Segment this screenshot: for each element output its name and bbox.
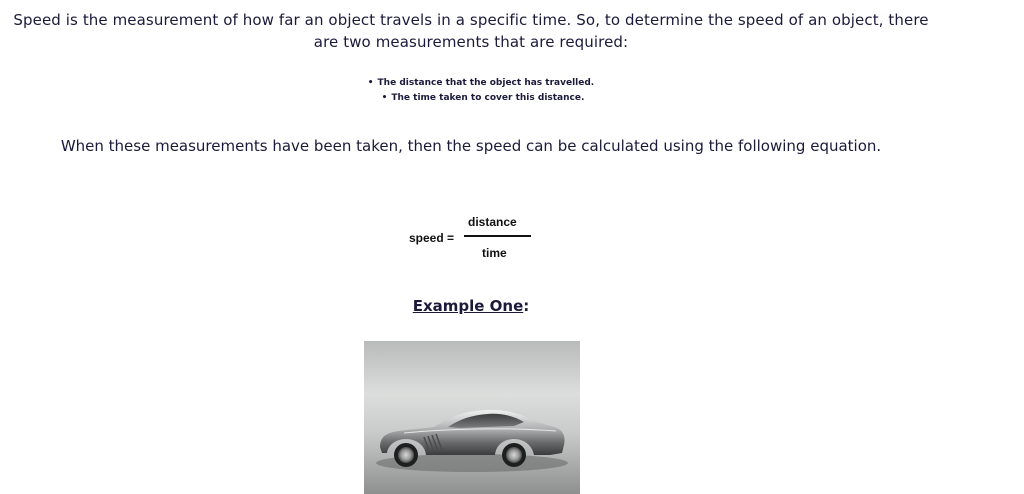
example-title-suffix: : [523,297,530,315]
bullet-item-distance [0,76,942,91]
fraction-bar [464,235,531,237]
equation-lhs: speed = [409,231,455,245]
intro-paragraph: Speed is the measurement of how far an object travels in a specific time. So, to determine the speed of an object, there are two measurements that are required: [13,11,929,51]
car-image [364,341,580,494]
bullet-icon: • [381,93,388,103]
car-illustration [364,341,580,494]
bullet-text: The distance that the object has travelled. [377,78,595,88]
calculation-paragraph: When these measurements have been taken, then the speed can be calculated using the following equation. [60,137,882,155]
speed-equation [408,212,538,264]
example-title-text: Example One [412,297,524,315]
bullet-text: The time taken to cover this distance. [391,93,585,103]
example-heading [0,297,942,315]
bullet-item-time [0,91,942,106]
equation-numerator: distance [468,215,517,229]
bullet-icon: • [367,78,374,88]
bullet-list [0,76,942,106]
equation-denominator: time [482,246,507,260]
